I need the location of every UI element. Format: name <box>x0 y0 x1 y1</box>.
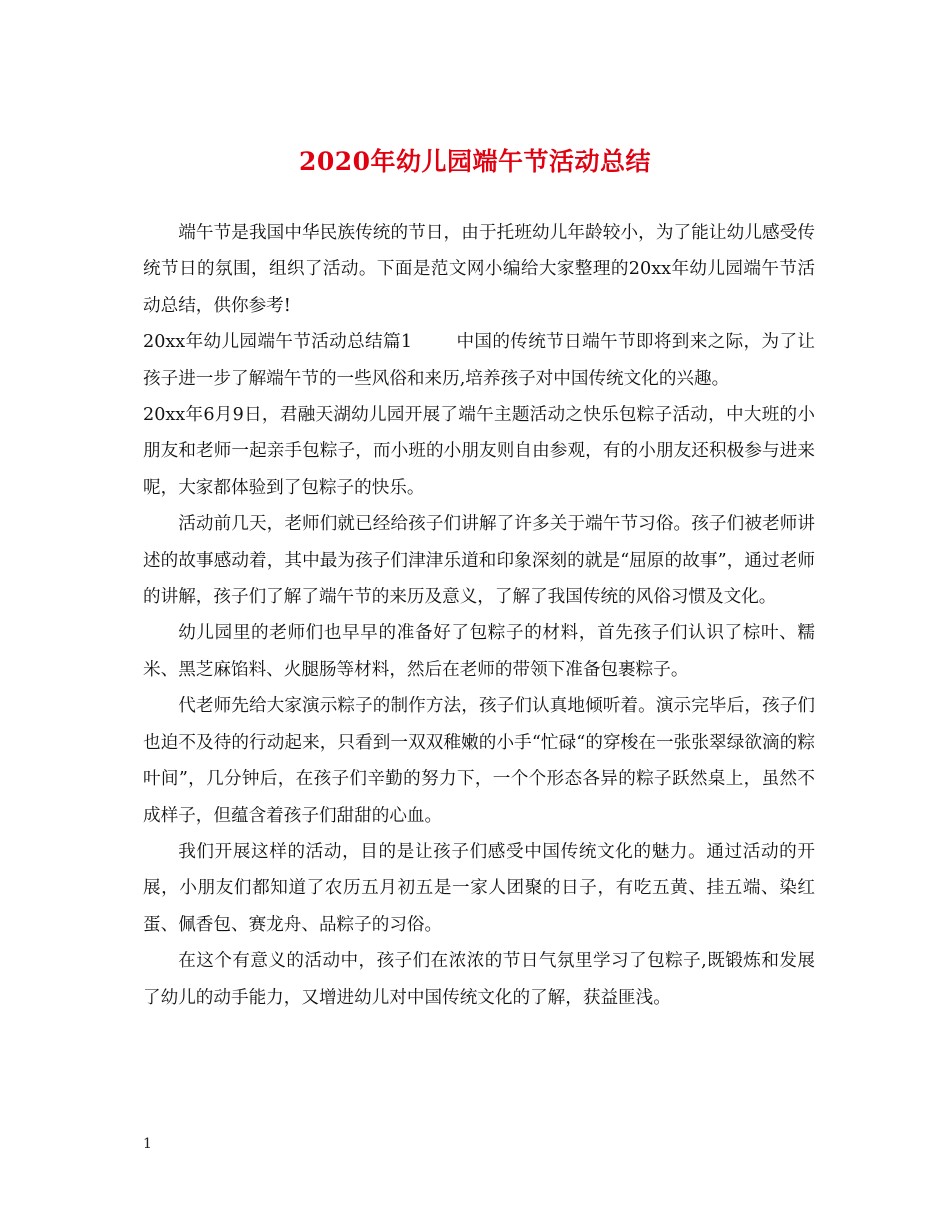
document-title: 2020年幼儿园端午节活动总结 <box>298 147 652 176</box>
body-paragraph-5: 我们开展这样的活动，目的是让孩子们感受中国传统文化的魅力。通过活动的开展，小朋友们都知道了农历五月初五是一家人团聚的日子，有吃五黄、挂五端、染红蛋、佩香包、赛龙舟、品粽子的习俗。 <box>143 841 815 935</box>
body-paragraph-4: 代老师先给大家演示粽子的制作方法，孩子们认真地倾听着。演示完毕后，孩子们也迫不及待的行动起来，只看到一双双稚嫩的小手“忙碌“的穿梭在一张张翠绿欲滴的粽叶间”，几分钟后，在孩子们辛勤的努力下，一个个形态各异的粽子跃然桌上，虽然不成样子，但蕴含着孩子们甜甜的心血。 <box>143 696 815 826</box>
page-number: 1 <box>143 1136 152 1152</box>
body-paragraph-2: 活动前几天，老师们就已经给孩子们讲解了许多关于端午节习俗。孩子们被老师讲述的故事感动着，其中最为孩子们津津乐道和印象深刻的就是“屈原的故事”，通过老师的讲解，孩子们了解了端午节的来历及意义，了解了我国传统的风俗习惯及文化。 <box>143 514 815 608</box>
section-heading: 20xx年幼儿园端午节活动总结篇1 <box>143 332 413 353</box>
section-lead: 中国的传统节日端午节即将到来之际，为了让孩子进一步了解端午节的一些风俗和来历,培养孩子对中国传统文化的兴趣。 <box>143 332 815 389</box>
section-paragraph <box>143 324 815 397</box>
body-paragraph-6: 在这个有意义的活动中，孩子们在浓浓的节日气氛里学习了包粽子,既锻炼和发展了幼儿的动手能力，又增进幼儿对中国传统文化的了解，获益匪浅。 <box>143 951 815 1008</box>
intro-paragraph: 端午节是我国中华民族传统的节日，由于托班幼儿年龄较小，为了能让幼儿感受传统节日的氛围，组织了活动。下面是范文网小编给大家整理的20xx年幼儿园端午节活动总结，供你参考! <box>143 223 815 316</box>
document-body <box>143 215 815 1016</box>
body-paragraph-1: 20xx年6月9日，君融天湖幼儿园开展了端午主题活动之快乐包粽子活动，中大班的小朋友和老师一起亲手包粽子，而小班的小朋友则自由参观，有的小朋友还积极参与进来呢，大家都体验到了包粽子的快乐。 <box>143 405 815 498</box>
body-paragraph-3: 幼儿园里的老师们也早早的准备好了包粽子的材料，首先孩子们认识了棕叶、糯米、黑芝麻馅料、火腿肠等材料，然后在老师的带领下准备包裹粽子。 <box>143 623 815 680</box>
